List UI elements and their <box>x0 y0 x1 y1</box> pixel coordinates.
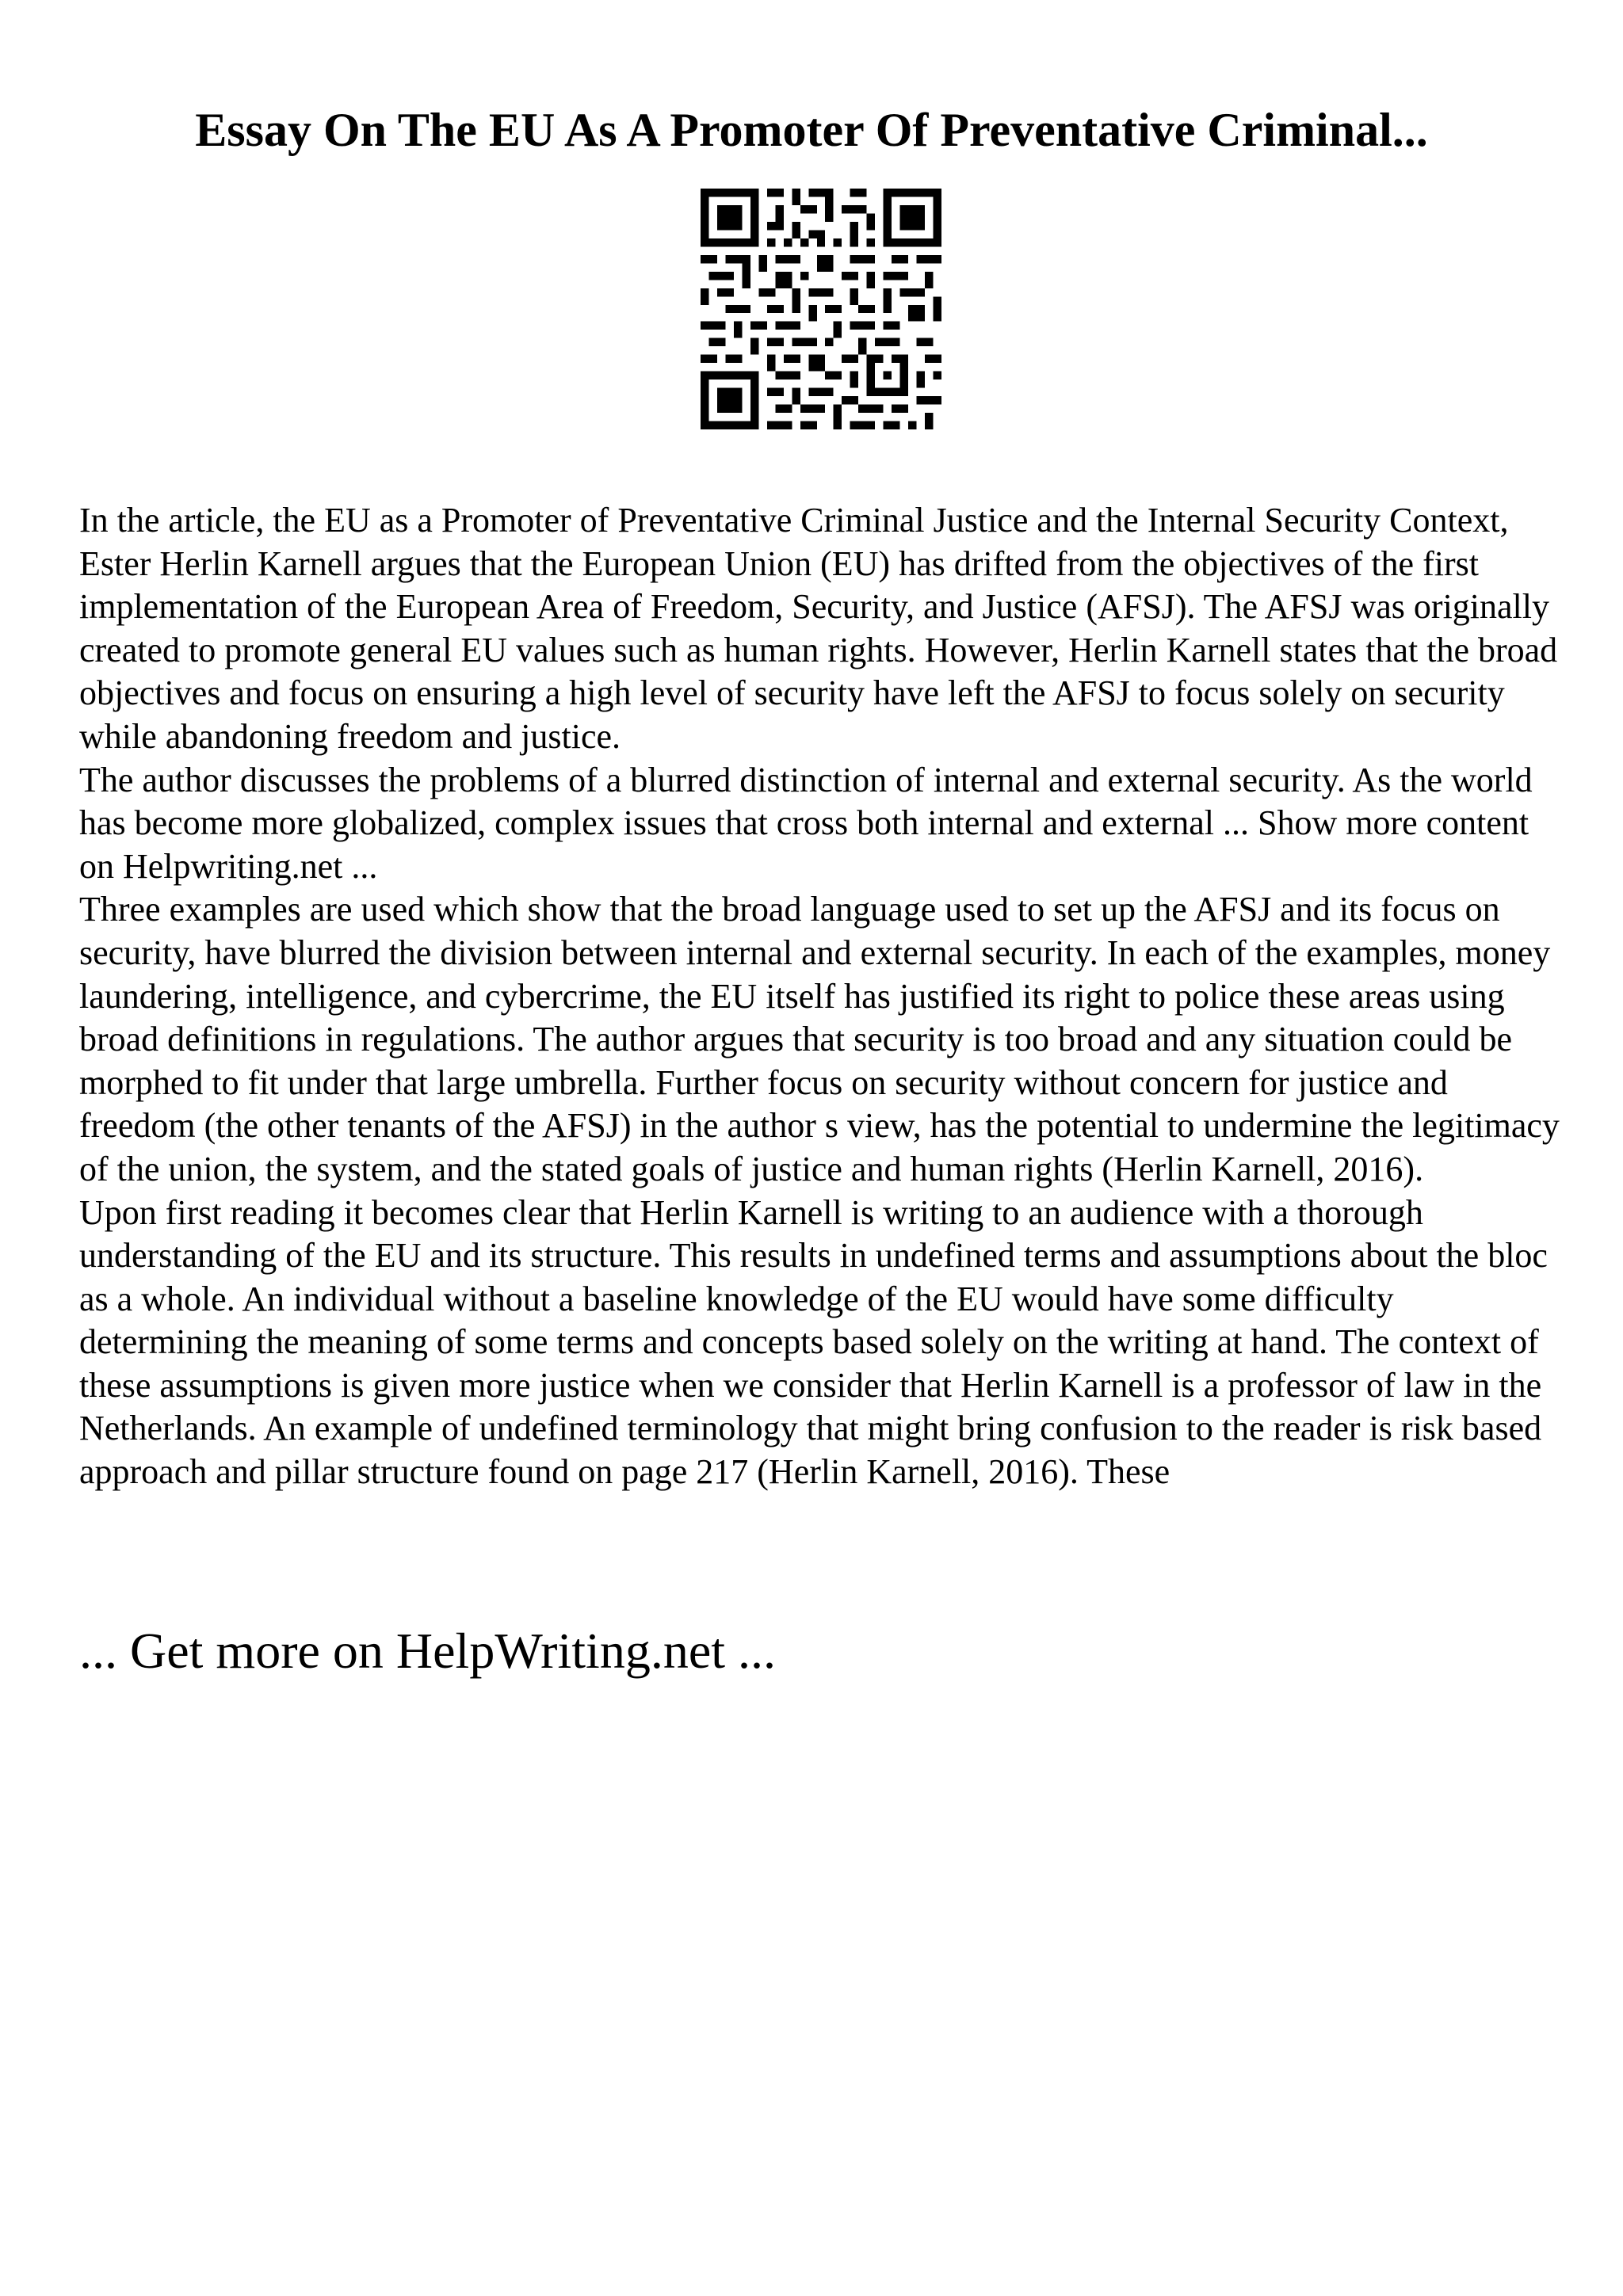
qr-code-icon <box>701 189 941 429</box>
page-title: Essay On The EU As A Promoter Of Preventative Criminal... <box>195 104 1428 156</box>
paragraph: The author discusses the problems of a blurred distinction of internal and external security. As the world has become more globalized, complex issues that cross both internal and external ... Show more content on Helpwriting.net ... <box>79 760 1533 886</box>
paragraph: Three examples are used which show that the broad language used to set up the AFSJ and its focus on security, have blurred the division between internal and external security. In each of the examples, money laundering, intelligence, and cybercrime, the EU itself has justified its right to police these areas using broad definitions in regulations. The author argues that security is too broad and any situation could be morphed to fit under that large umbrella. Further focus on security without concern for justice and freedom (the other tenants of the AFSJ) in the author s view, has the potential to undermine the legitimacy of the union, the system, and the stated goals of justice and human rights (Herlin Karnell, 2016). <box>79 890 1560 1188</box>
get-more-link[interactable]: ... Get more on HelpWriting.net ... <box>79 1623 776 1679</box>
paragraph: In the article, the EU as a Promoter of Preventative Criminal Justice and the Internal Security Context, Ester Herlin Karnell argues that the European Union (EU) has drifted from the objectives of the first implementation of the European Area of Freedom, Security, and Justice (AFSJ). The AFSJ was originally created to promote general EU values such as human rights. However, Herlin Karnell states that the broad objectives and focus on ensuring a high level of security have left the AFSJ to focus solely on security while abandoning freedom and justice. <box>79 501 1558 756</box>
paragraph: Upon first reading it becomes clear that Herlin Karnell is writing to an audience with a thorough understanding of the EU and its structure. This results in undefined terms and assumptions about the bloc as a whole. An individual without a baseline knowledge of the EU would have some difficulty determining the meaning of some terms and concepts based solely on the writing at hand. The context of these assumptions is given more justice when we consider that Herlin Karnell is a professor of law in the Netherlands. An example of undefined terminology that might bring confusion to the reader is risk based approach and pillar structure found on page 217 (Herlin Karnell, 2016). These <box>79 1192 1548 1492</box>
essay-body <box>79 499 1569 1494</box>
